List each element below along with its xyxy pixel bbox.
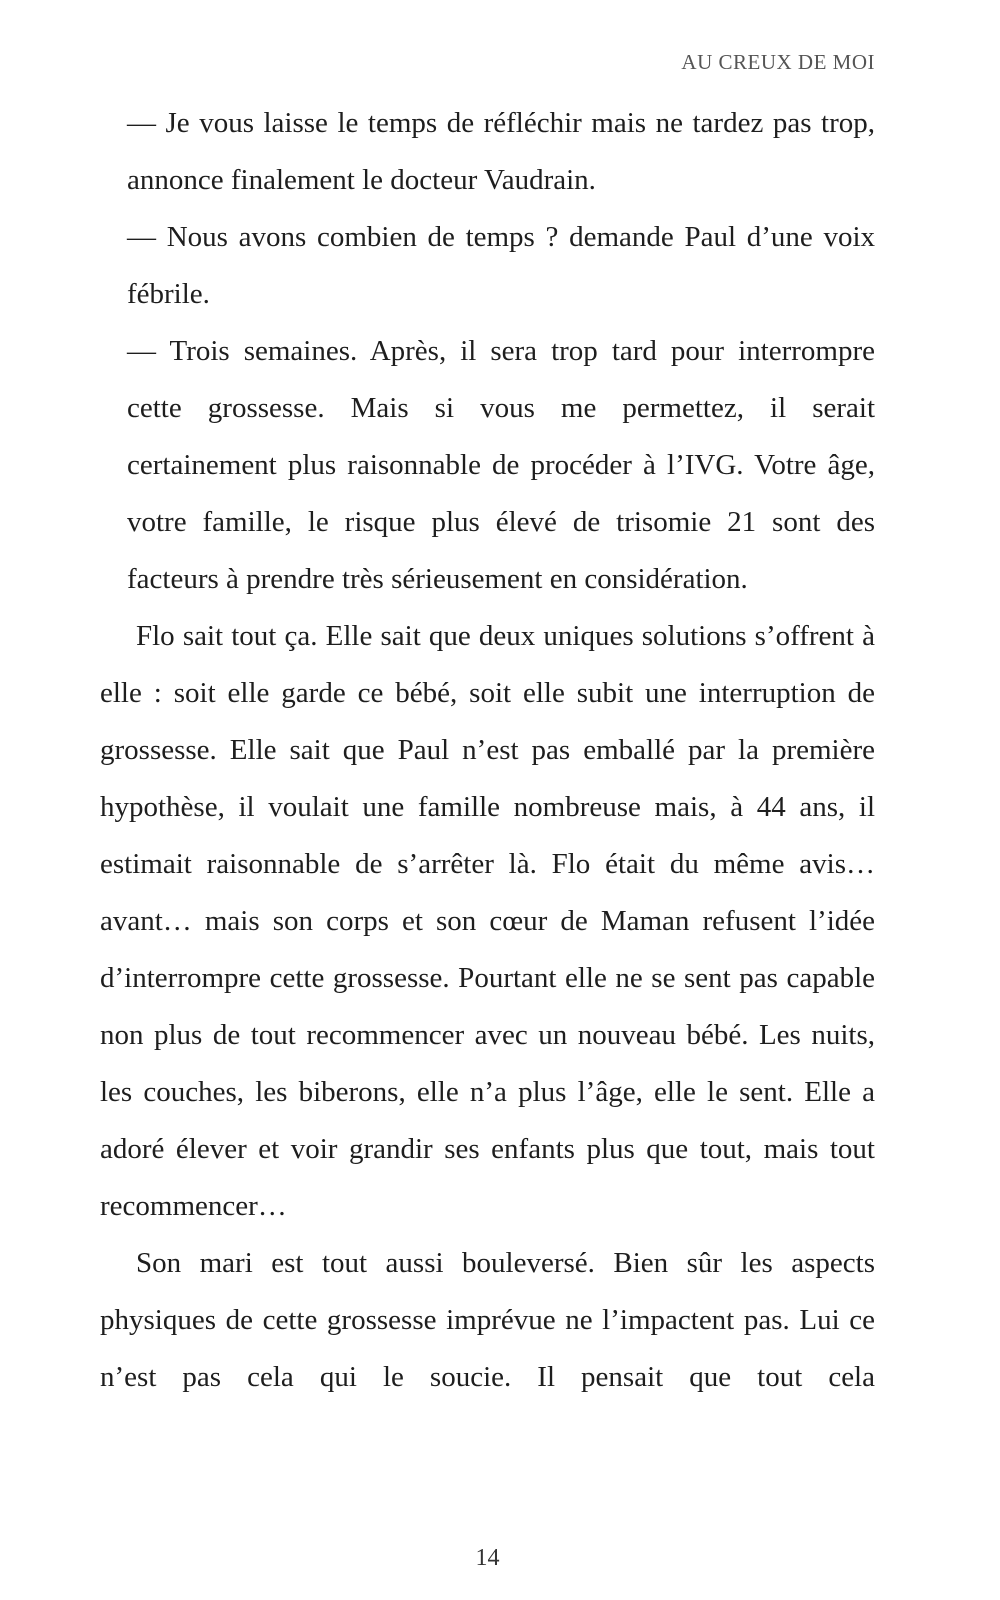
narrative-paragraph-1: Flo sait tout ça. Elle sait que deux uniques solutions s’offrent à elle : soit elle garde ce bébé, soit elle subit une interruption de grossesse. Elle sait que Paul n’est pas emballé par la première hypothèse, il voulait une famille nombreuse mais, à 44 ans, il estimait raisonnable de s’arrêter là. Flo était du même avis… avant… mais son corps et son cœur de Maman refusent l’idée d’interrompre cette grossesse. Pourtant elle ne se sent pas capable non plus de tout recommencer avec un nouveau bébé. Les nuits, les couches, les biberons, elle n’a plus l’âge, elle le sent. Elle a adoré élever et voir grandir ses enfants plus que tout, mais tout recommencer… — [100, 620, 875, 1222]
dialogue-paragraph-3: — Trois semaines. Après, il sera trop tard pour interrompre cette grossesse. Mais si vous me permettez, il serait certainement plus raisonnable de procéder à l’IVG. Votre âge, votre famille, le risque plus élevé de trisomie 21 sont des facteurs à prendre très sérieusement en considération. — [127, 335, 875, 595]
dialogue-paragraph-1: — Je vous laisse le temps de réfléchir mais ne tardez pas trop, annonce finalement le docteur Vaudrain. — [127, 107, 875, 196]
page-number: 14 — [475, 1545, 500, 1571]
narrative-paragraph-2: Son mari est tout aussi bouleversé. Bien sûr les aspects physiques de cette grossesse imprévue ne l’impactent pas. Lui ce n’est pas cela qui le soucie. Il pensait que tout cela — [100, 1247, 875, 1393]
dialogue-paragraph-2: — Nous avons combien de temps ? demande Paul d’une voix fébrile. — [127, 221, 875, 310]
running-head: AU CREUX DE MOI — [681, 50, 875, 74]
body-text — [100, 95, 875, 1406]
